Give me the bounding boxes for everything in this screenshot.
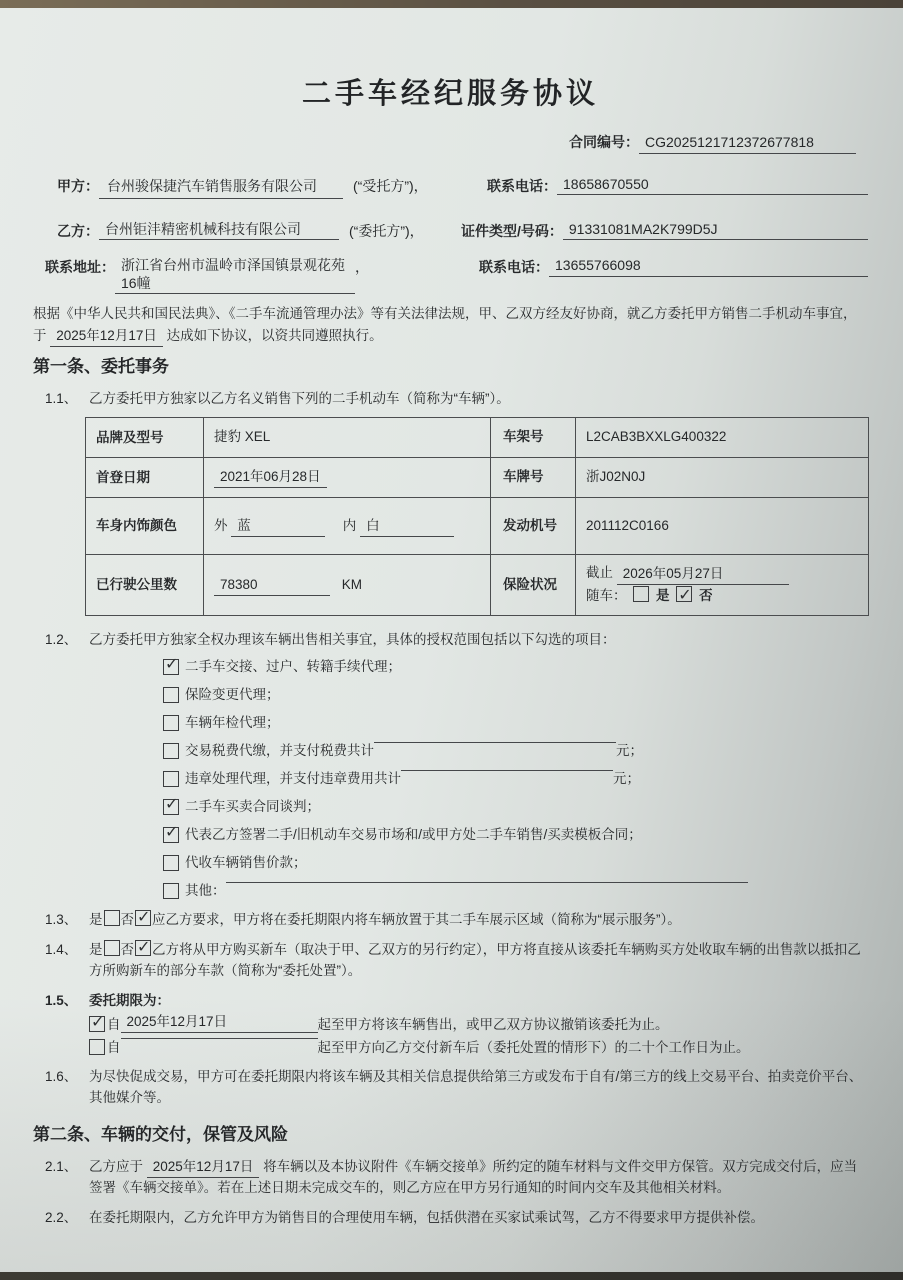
preamble-paragraph (33, 303, 868, 347)
auth-item-label: 车辆年检代理； (185, 715, 280, 731)
auth-item-label: 二手车交接、过户、转籍手续代理； (185, 659, 401, 675)
clause-1-6 (45, 1067, 868, 1109)
clause-1-6-text: 为尽快促成交易，甲方可在委托期限内将该车辆及其相关信息提供给第三方或发布于自有/第三方的线上交易平台、拍卖竞价平台、其他媒介等。 (89, 1068, 863, 1105)
auth-item-blank (226, 881, 748, 883)
auth-item-tax-payment (163, 741, 868, 761)
color-header: 车身内饰颜色 (86, 498, 204, 555)
auth-item-annual-inspection (163, 713, 868, 733)
term-option-2-date (121, 1037, 318, 1039)
preamble-text-pre: 根据《中华人民共和国民法典》、《二手车流通管理办法》等有关法律法规，甲、乙双方经友好协商，就乙方委托甲方销售二手机动车事宜，于 (33, 306, 857, 344)
color-exterior-value: 蓝 (231, 518, 325, 537)
vehicle-info-table (85, 417, 869, 616)
auth-item-label: 交易税费代缴，并支付税费共计 (185, 743, 374, 759)
clause-2-1-post: 将车辆以及本协议附件《车辆交接单》所约定的随车材料与文件交甲方保管。双方完成交付后，应当签署《车辆交接单》。若在上述日期未完成交车的，则乙方应在甲方另行通知的时间内交车及其他相关材料。 (89, 1159, 858, 1196)
insurance-yes-label: 是 (656, 588, 670, 604)
auth-item-collect-payment (163, 853, 868, 873)
address-row (45, 257, 868, 294)
first-reg-header: 首登日期 (86, 458, 204, 498)
clause-1-2 (45, 630, 868, 651)
party-a-row (57, 176, 868, 199)
table-row-color-engine (86, 498, 869, 555)
term-option-1-checkbox (89, 1016, 105, 1032)
color-interior-value: 白 (360, 518, 454, 537)
auth-item-checkbox (163, 883, 179, 899)
auth-item-suffix: 元； (613, 771, 640, 787)
term-option-1-post: 起至甲方将该车辆售出，或甲乙双方协议撤销该委托为止。 (317, 1016, 669, 1032)
clause-1-3-no-checkbox (135, 910, 151, 926)
clause-1-2-text: 乙方委托甲方独家全权办理该车辆出售相关事宜，具体的授权范围包括以下勾选的项目： (89, 632, 616, 648)
contract-number-row (33, 132, 868, 154)
clause-2-2-number: 2.2、 (45, 1209, 78, 1225)
authorization-checklist (163, 657, 868, 901)
color-exterior-prefix: 外 (214, 517, 228, 533)
party-b-role: (“委托方”)， (349, 222, 424, 239)
document-title: 二手车经纪服务协议 (301, 78, 599, 110)
term-option-2-pre: 自 (107, 1039, 121, 1055)
auth-item-checkbox (163, 743, 179, 759)
term-option-1-date: 2025年12月17日 (121, 1014, 318, 1033)
auth-item-checkbox (163, 659, 179, 675)
color-value-cell (204, 498, 491, 555)
first-reg-value: 2021年06月28日 (214, 469, 327, 488)
party-b-name: 台州钜沣精密机械科技有限公司 (99, 221, 339, 241)
auth-item-label: 违章处理代理，并支付违章费用共计 (185, 771, 401, 787)
mileage-unit: KM (341, 576, 363, 592)
term-option-2-post: 起至甲方向乙方交付新车后（委托处置的情形下）的二十个工作日为止。 (317, 1039, 750, 1055)
clause-2-1 (45, 1157, 868, 1199)
insurance-with-label: 随车： (586, 588, 627, 604)
clause-1-6-number: 1.6、 (45, 1068, 78, 1084)
table-row-reg-plate (86, 458, 869, 498)
address-comma: ， (355, 259, 369, 276)
contract-number-label: 合同编号： (569, 133, 639, 150)
contract-document-page (0, 8, 903, 1272)
brand-header: 品牌及型号 (86, 418, 204, 458)
contact-phone-label: 联系电话： (479, 259, 549, 276)
party-b-label: 乙方： (57, 222, 99, 239)
contact-phone-value: 13655766098 (549, 257, 868, 277)
clause-1-4-text: 乙方将从甲方购买新车（取决于甲、乙双方的另行约定），甲方将直接从该委托车辆购买方处收取车辆的出售款以抵扣乙方所购新车的部分车款（简称为“委托处置”）。 (89, 942, 861, 979)
auth-item-checkbox (163, 715, 179, 731)
insurance-no-label: 否 (699, 588, 713, 604)
clause-2-1-pre: 乙方应于 (89, 1159, 143, 1175)
photo-background-top-edge (0, 0, 903, 8)
clause-1-5 (45, 991, 868, 1012)
party-b-id-label: 证件类型/号码： (461, 222, 563, 239)
first-reg-value-cell (204, 458, 491, 498)
mileage-header: 已行驶公里数 (86, 555, 204, 616)
auth-item-insurance-change (163, 685, 868, 705)
clause-1-3 (45, 910, 868, 931)
table-row-mileage-insurance (86, 555, 869, 616)
clause-1-3-yes-label: 是 (89, 912, 103, 928)
insurance-value-cell (576, 555, 869, 616)
auth-item-label: 保险变更代理； (185, 687, 280, 703)
term-option-2 (89, 1037, 868, 1058)
term-option-1-pre: 自 (107, 1016, 121, 1032)
clause-1-4 (45, 940, 868, 982)
preamble-text-post: 达成如下协议，以资共同遵照执行。 (166, 328, 383, 344)
auth-item-sign-template-contract (163, 825, 868, 845)
insurance-yes-checkbox (633, 586, 649, 602)
photo-background-bottom-edge (0, 1272, 903, 1280)
auth-item-violation-handling (163, 769, 868, 789)
mileage-value: 78380 (214, 577, 330, 596)
clause-1-4-no-label: 否 (120, 942, 134, 958)
clause-1-1-number: 1.1、 (45, 391, 78, 407)
auth-item-checkbox (163, 687, 179, 703)
term-option-2-checkbox (89, 1039, 105, 1055)
clause-2-1-date: 2025年12月17日 (147, 1159, 260, 1178)
clause-1-4-number: 1.4、 (45, 942, 78, 958)
section1-heading: 第一条、委托事务 (33, 357, 169, 377)
plate-value: 浙J02N0J (576, 458, 869, 498)
address-value: 浙江省台州市温岭市泽国镇景观花苑16幢 (115, 257, 355, 294)
clause-1-4-yes-checkbox (104, 940, 120, 956)
party-b-id-value: 91331081MA2K799D5J (563, 221, 868, 241)
engine-value: 201112C0166 (576, 498, 869, 555)
party-b-row (57, 221, 868, 243)
insurance-until-line (586, 562, 858, 585)
vin-header: 车架号 (491, 418, 576, 458)
insurance-header: 保险状况 (491, 555, 576, 616)
contract-number-value: CG2025121712372677818 (639, 134, 856, 154)
auth-item-label: 二手车买卖合同谈判； (185, 799, 320, 815)
clause-1-5-number: 1.5、 (45, 992, 78, 1008)
insurance-until-label: 截止 (586, 565, 613, 581)
clause-1-3-text: 应乙方要求，甲方将在委托期限内将车辆放置于其二手车展示区域（简称为“展示服务”）。 (152, 912, 681, 928)
auth-item-transfer (163, 657, 868, 677)
plate-header: 车牌号 (491, 458, 576, 498)
auth-item-contract-negotiation (163, 797, 868, 817)
clause-1-3-yes-checkbox (104, 910, 120, 926)
auth-item-blank (401, 769, 613, 771)
section2-heading: 第二条、车辆的交付，保管及风险 (33, 1124, 288, 1144)
auth-item-other (163, 881, 868, 901)
auth-item-checkbox (163, 771, 179, 787)
clause-1-1 (45, 389, 868, 410)
clause-2-2 (45, 1208, 868, 1229)
agreement-date: 2025年12月17日 (50, 328, 163, 347)
clause-2-2-text: 在委托期限内，乙方允许甲方为销售目的合理使用车辆，包括供潜在买家试乘试驾，乙方不得要求甲方提供补偿。 (89, 1209, 764, 1225)
engine-header: 发动机号 (491, 498, 576, 555)
clause-1-4-no-checkbox (135, 940, 151, 956)
auth-item-checkbox (163, 799, 179, 815)
brand-value: 捷豹 XEL (204, 418, 491, 458)
party-a-phone-label: 联系电话： (487, 177, 557, 194)
clause-1-4-yes-label: 是 (89, 942, 103, 958)
auth-item-label: 其他： (185, 883, 226, 899)
address-label: 联系地址： (45, 259, 115, 276)
auth-item-checkbox (163, 827, 179, 843)
clause-1-3-no-label: 否 (120, 912, 134, 928)
insurance-until-date: 2026年05月27日 (617, 566, 789, 585)
auth-item-suffix: 元； (616, 743, 643, 759)
auth-item-label: 代表乙方签署二手/旧机动车交易市场和/或甲方处二手车销售/买卖模板合同； (185, 827, 642, 843)
color-interior-prefix: 内 (342, 517, 357, 533)
clause-1-5-heading: 委托期限为： (89, 992, 170, 1008)
mileage-value-cell (204, 555, 491, 616)
insurance-with-car-line (586, 585, 858, 608)
clause-1-2-number: 1.2、 (45, 632, 78, 648)
term-option-1 (89, 1014, 868, 1035)
auth-item-blank (374, 741, 616, 743)
vin-value: L2CAB3BXXLG400322 (576, 418, 869, 458)
clause-1-1-text: 乙方委托甲方独家以乙方名义销售下列的二手机动车（简称为“车辆”）。 (89, 391, 510, 407)
clause-1-3-number: 1.3、 (45, 912, 78, 928)
clause-2-1-number: 2.1、 (45, 1159, 78, 1175)
party-a-name: 台州骏保捷汽车销售服务有限公司 (99, 176, 343, 199)
party-a-role: (“受托方”)， (353, 177, 428, 194)
party-a-phone-value: 18658670550 (557, 176, 868, 196)
auth-item-label: 代收车辆销售价款； (185, 855, 307, 871)
insurance-no-checkbox (676, 586, 692, 602)
table-row-brand-vin (86, 418, 869, 458)
auth-item-checkbox (163, 855, 179, 871)
party-a-label: 甲方： (57, 177, 99, 194)
